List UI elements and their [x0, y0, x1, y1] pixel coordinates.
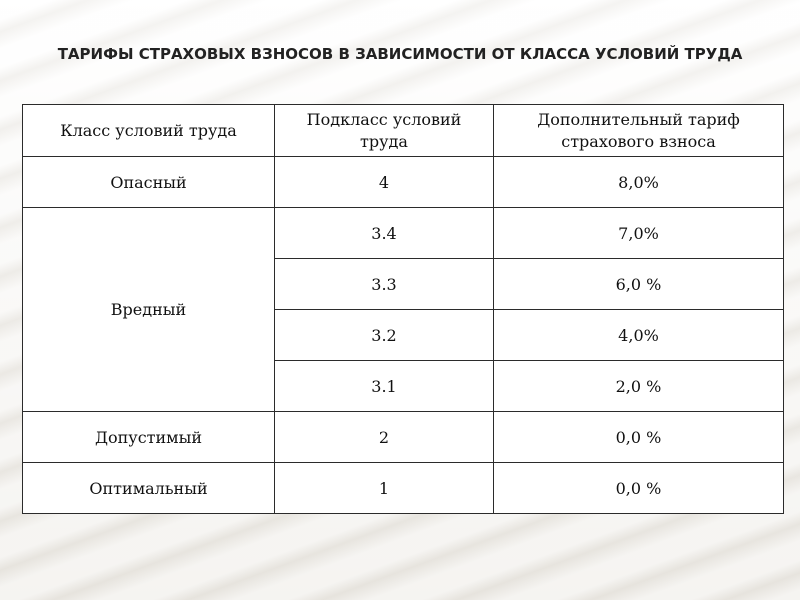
tariff-table: [22, 104, 784, 514]
header-class: Класс условий труда: [23, 105, 275, 157]
cell-class: Оптимальный: [23, 463, 275, 514]
cell-subclass: 3.2: [275, 310, 494, 361]
cell-subclass: 4: [275, 157, 494, 208]
cell-tariff: 4,0%: [494, 310, 784, 361]
cell-tariff: 7,0%: [494, 208, 784, 259]
table-row: [23, 157, 784, 208]
cell-tariff: 6,0 %: [494, 259, 784, 310]
table-header-row: [23, 105, 784, 157]
cell-class: Допустимый: [23, 412, 275, 463]
slide-title: ТАРИФЫ СТРАХОВЫХ ВЗНОСОВ В ЗАВИСИМОСТИ ОТ КЛАССА УСЛОВИЙ ТРУДА: [57, 45, 743, 63]
cell-subclass: 3.3: [275, 259, 494, 310]
cell-subclass: 3.4: [275, 208, 494, 259]
cell-subclass: 3.1: [275, 361, 494, 412]
table-row: [23, 412, 784, 463]
cell-class: Опасный: [23, 157, 275, 208]
cell-subclass: 1: [275, 463, 494, 514]
cell-tariff: 0,0 %: [494, 412, 784, 463]
header-tariff: Дополнительный тариф страхового взноса: [494, 105, 784, 157]
cell-class: Вредный: [23, 208, 275, 412]
cell-tariff: 2,0 %: [494, 361, 784, 412]
header-subclass: Подкласс условий труда: [275, 105, 494, 157]
cell-subclass: 2: [275, 412, 494, 463]
table-row: [23, 208, 784, 259]
table-row: [23, 463, 784, 514]
cell-tariff: 0,0 %: [494, 463, 784, 514]
cell-tariff: 8,0%: [494, 157, 784, 208]
